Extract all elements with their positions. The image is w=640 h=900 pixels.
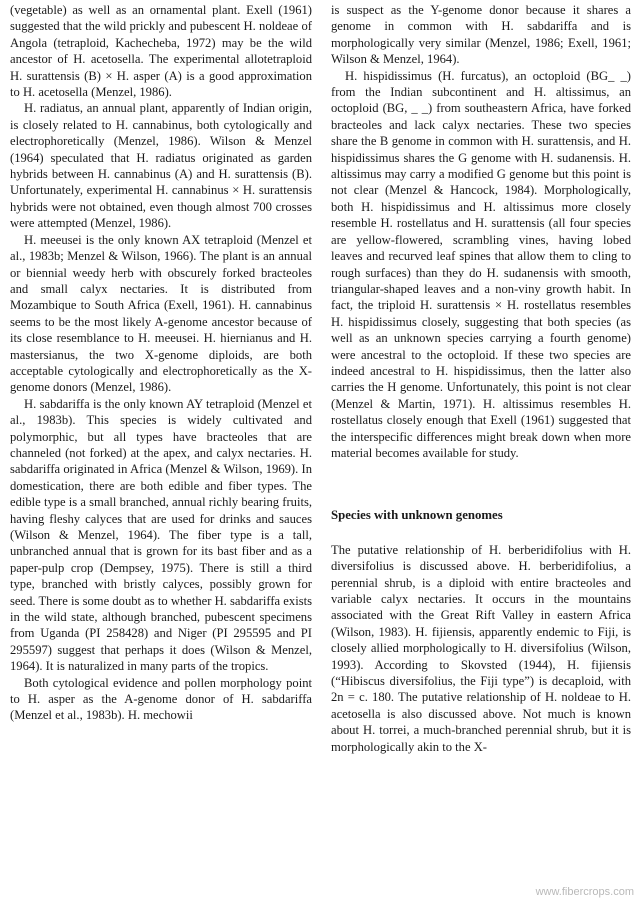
left-column xyxy=(10,2,312,724)
left-paragraph-2: H. radiatus, an annual plant, apparently of Indian origin, is closely related to H. cannabinus, both cytologically and electrophoretically (Menzel, 1986). Wilson & Menzel (1964) speculated that H. radiatus originated as garden hybrids between H. cannabinus (A) and H. surattensis (B). Unfortunately, experimental H. cannabinus × H. surattensis hybrids were not obtained, even though almost 700 crosses were attempted (Menzel, 1986). xyxy=(10,101,312,231)
watermark-text: www.fibercrops.com xyxy=(535,886,634,898)
section-paragraph-1: The putative relationship of H. berberidifolius with H. diversifolius is discussed above. H. berberidifolius, a perennial shrub, is a diploid with entire bracteoles and variable calyx nectaries. It occurs in the mountains associated with the Great Rift Valley in eastern Africa (Wilson, 1983). H. fijiensis, apparently endemic to Fiji, is closely allied morphologically to H. diversifolius (Wilson, 1993). According to Skovsted (1944), H. fijiensis (“Hibiscus diversifolius, the Fiji type”) is decaploid, with 2n = c. 180. The putative relationship of H. noldeae to H. acetosella is also discussed above. Not much is known about H. torrei, a much-branched perennial shrub, but it is morphologically akin to the X- xyxy=(331,542,631,754)
right-column xyxy=(331,2,631,755)
left-paragraph-4: H. sabdariffa is the only known AY tetraploid (Menzel et al., 1983b). This species is widely cultivated and polymorphic, but all types have bracteoles that are channeled (not forked) at the apex, and calyx nectaries. H. sabdariffa originated in Africa (Menzel & Wilson, 1969). In domestication, there are both edible and fiber types. The edible type is a small branched, annual richly bearing fruits, having fleshy calyces that are used for drinks and sauces (Wilson & Menzel, 1964). The fiber type is a tall, unbranched annual that is grown for its bast fiber and as a paper-pulp crop (Dempsey, 1975). There is still a third type, branched with bristly calyces, possibly grown for seed. There is some doubt as to whether H. sabdariffa exists in the wild state, although branched, pubescent specimens from Uganda (PI 258428) and Niger (PI 295595 and PI 295597) suggest that perhaps it does (Wilson & Menzel, 1964). It is naturalized in many parts of the tropics. xyxy=(10,396,312,674)
left-paragraph-1: (vegetable) as well as an ornamental plant. Exell (1961) suggested that the wild prickly and pubescent H. noldeae of Angola (tetraploid, Kachecheba, 1972) may be the wild ancestor of H. acetosella. The experimental allotetraploid H. surattensis (B) × H. asper (A) is a good approximation to H. acetosella (Menzel, 1986). xyxy=(10,3,312,100)
right-paragraph-1: is suspect as the Y-genome donor because it shares a genome in common with H. sabdariffa and is morphologically very similar (Menzel, 1986; Exell, 1961; Wilson & Menzel, 1964). xyxy=(331,3,631,67)
section-heading: Species with unknown genomes xyxy=(331,508,503,523)
left-paragraph-3: H. meeusei is the only known AX tetraploid (Menzel et al., 1983b; Menzel & Wilson, 1966). The plant is an annual or biennial weedy herb with obscurely forked bracteoles and small calyx nectaries. It is distributed from Mozambique to South Africa (Exell, 1961). H. cannabinus seems to be the most likely A-genome ancestor because of its close resemblance to H. meeusei. H. hiernianus and H. mastersianus, the two X-genome diploids, are both acceptable cytologically and electrophoretically as the X-genome donors (Menzel, 1986). xyxy=(10,232,312,395)
left-paragraph-5: Both cytological evidence and pollen morphology point to H. asper as the A-genome donor of H. sabdariffa (Menzel et al., 1983b). H. mechowii xyxy=(10,675,312,723)
right-paragraph-2: H. hispidissimus (H. furcatus), an octoploid (BG_ _) from the Indian subcontinent and H. altissimus, an octoploid (BG, _ _) from southeastern Africa, have forked bracteoles and lack calyx nectaries. These two species share the B genome in common with H. surattensis, and H. hispidissimus shares the G genome with H. sudanensis. H. altissimus may carry a modified G genome but this point is not clear (Menzel & Hancock, 1984). Morphologically, both H. hispidissimus and H. altissimus more closely resemble H. rostellatus and H. surattensis (all four species are yellow-flowered, scrambling vines, having lobed leaves and recurved leaf spines that allow them to cling to rough surfaces) than they do H. sudanensis with smooth, triangular-shaped leaves and a non-viny growth habit. In fact, the triploid H. surattensis × H. rostellatus resembles H. hispidissimus closely, suggesting that both species (as well as an unknown species carrying a fourth genome) were ancestral to the octoploid. If these two species are indeed ancestral to H. hispidissimus, then the latter also carries the H genome. Unfortunately, this point is not clear (Menzel & Martin, 1971). H. altissimus resembles H. rostellatus closely enough that Exell (1961) suggested that the interspecific differences might break down when more material becomes available for study. xyxy=(331,68,631,460)
